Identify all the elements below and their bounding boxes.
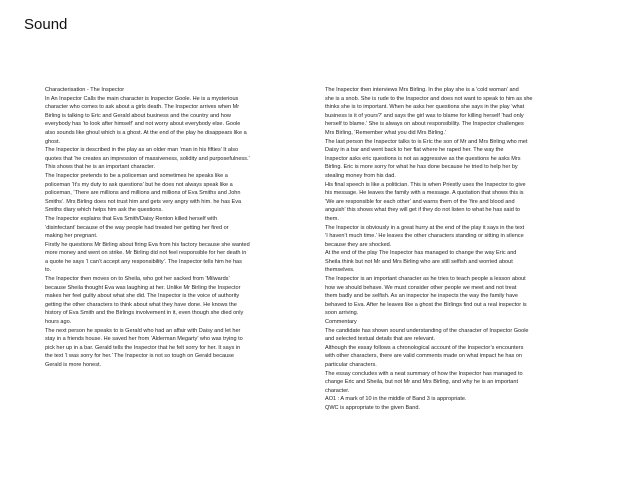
- text-line: everybody has ‘to look after himself’ and not worry about everybody else. Goole: [45, 121, 241, 128]
- text-line: QWC is appropriate to the given Band.: [325, 404, 420, 411]
- text-line: character.: [325, 387, 350, 394]
- text-line: to.: [45, 267, 52, 274]
- text-line: Smiths diary which helps him ask the questions.: [45, 207, 163, 214]
- text-line: Birling. Eric is more sorry for what he has done because he tried to help her by: [325, 164, 518, 171]
- text-line: anguish’ this shows what they will get if they do not listen to what he has said to: [325, 207, 520, 214]
- text-line: more money and went on strike. Mr Birling did not feel responsible for her death in: [45, 250, 247, 257]
- text-line: Commentary: [325, 319, 357, 326]
- text-line: The candidate has shown sound understanding of the character of Inspector Goole: [325, 327, 529, 334]
- text-line: makes her feel guilty about what she did. The Inspector is the voice of authority: [45, 293, 240, 300]
- text-line: The Inspector then moves on to Sheila, who got her sacked from ‘Milwards’: [45, 276, 230, 283]
- slide-title: Sound: [24, 16, 68, 33]
- text-line: Daisy in a bar and went back to her flat where he raped her. The way the: [325, 147, 504, 154]
- left-text-column: [45, 86, 307, 370]
- text-line: policeman ‘It’s my duty to ask questions’ but he does not always speak like a: [45, 181, 233, 188]
- text-line: behaved to Eva. After he leaves like a ghost the Birlings find out a real inspector is: [325, 301, 527, 308]
- text-line: Birling is talking to Eric and Gerald about business and the country and how: [45, 112, 231, 119]
- text-line: also sounds like ghoul which is a ghost. At the end of the play he disappears like a: [45, 129, 247, 136]
- text-line: thinks she is to important. When he asks her questions she says in the play ‘what: [325, 104, 525, 111]
- text-line: ghost.: [45, 138, 61, 145]
- text-line: them badly and be selfish. As an inspector he inspects the way the family have: [325, 293, 519, 300]
- text-line: policeman, ‘There are millions and millions and millions of Eva Smiths and John: [45, 190, 241, 197]
- text-line: AO1 : A mark of 10 in the middle of Band 3 is appropriate.: [325, 396, 467, 403]
- text-line: history of Eva Smith and the Birlings involvement in it, even though she died only: [45, 310, 244, 317]
- text-line: particular characters.: [325, 362, 377, 368]
- text-line: getting the other characters to think about what they have done. He knows the: [45, 301, 237, 308]
- text-line: Firstly he questions Mr Birling about firing Eva from his factory because she wanted: [45, 241, 250, 248]
- text-line: Characterisation - The Inspector: [45, 87, 125, 93]
- text-line: The next person he speaks to is Gerald who had an affair with Daisy and let her: [45, 327, 241, 334]
- text-line: At the end of the play The Inspector has managed to change the way Eric and: [325, 250, 517, 257]
- text-line: stay in a friends house. He saved her from ‘Alderman Megarty’ who was trying to: [45, 336, 243, 343]
- text-line: The essay concludes with a neat summary of how the Inspector has managed to: [325, 370, 523, 377]
- text-line: and selected textual details that are relevant.: [325, 336, 436, 343]
- text-line: how we should behave. We must consider other people we meet and not treat: [325, 284, 517, 291]
- text-line: them.: [325, 215, 339, 222]
- text-line: The Inspector is an important character as he tries to teach people a lesson about: [325, 276, 526, 283]
- text-line: she is a snob. She is rude to the Inspector and does not want to speak to him as she: [325, 95, 533, 102]
- text-line: change Eric and Sheila, but not Mr and Mrs Birling, and why he is an important: [325, 379, 519, 386]
- text-line: The Inspector then interviews Mrs Birling. In the play she is a ‘cold woman’ and: [325, 87, 519, 93]
- text-line: his message. He leaves the family with a message. A quotation that shows this is: [325, 190, 524, 197]
- text-line: Gerald is more honest.: [45, 362, 102, 368]
- text-line: Inspector asks eric questions is not as aggressive as the questions he asks Mrs: [325, 155, 521, 162]
- text-line: His final speech is like a politician. This is when Priestly uses the Inspector to give: [325, 181, 526, 188]
- text-line: because Sheila thought Eva was laughing at her. Unlike Mr Birling the Inspector: [45, 284, 241, 291]
- text-line: with other characters, there are valid comments made on what impact he has on: [325, 353, 523, 360]
- text-line: ‘disinfectant’ because of the way people had treated her getting her fired or: [45, 224, 229, 231]
- text-line: Although the essay follows a chronological account of the Inspector’s encounters: [325, 344, 524, 351]
- text-line: making her pregnant.: [45, 233, 98, 240]
- text-line: The Inspector is described in the play as an older man ‘man in his fifties’ It also: [45, 147, 239, 154]
- text-line: The Inspector pretends to be a policeman and sometimes he speaks like a: [45, 172, 228, 179]
- text-line: ‘We are responsible for each other’ and warns them of the ‘fire and blood and: [325, 198, 515, 205]
- text-line: themselves.: [325, 267, 355, 274]
- text-line: The Inspector explains that Eva Smith/Daisy Renton killed herself with: [45, 215, 218, 222]
- text-line: a quote he says ‘I can’t accept any responsibility’. The Inspector tells him he has: [45, 258, 242, 265]
- text-line: soon arriving.: [325, 310, 359, 317]
- right-text-column: [325, 86, 593, 413]
- text-line: stealing money from his dad.: [325, 172, 396, 179]
- text-line: The last person the Inspector talks to is Eric the son of Mr and Mrs Birling who met: [325, 138, 528, 145]
- text-line: Mrs Birling, ‘Remember what you did Mrs Birling.’: [325, 129, 447, 136]
- text-line: hours ago.: [45, 319, 72, 326]
- text-line: because they are shocked.: [325, 241, 392, 248]
- text-line: business is it of yours?’ and says the girl was to blame for killing herself ‘had only: [325, 112, 524, 119]
- text-line: character who comes to ask about a girls death. The Inspector arrives when Mr: [45, 104, 240, 111]
- text-line: ‘I haven’t much time.’ He leaves the other characters standing or sitting in silence: [325, 233, 524, 240]
- text-line: pick her up in a bar. Gerald tells the Inspector that he felt sorry for her. It says in: [45, 344, 241, 351]
- text-line: quotes that ‘he creates an impression of massiveness, solidity and purposefulness.’: [45, 155, 250, 162]
- text-line: Sheila think but not Mr and Mrs Birling who are still selfish and worried about: [325, 258, 513, 265]
- text-line: In An Inspector Calls the main character is Inspector Goole. He is a mysterious: [45, 95, 239, 102]
- text-line: This shows that he is an important character.: [45, 164, 156, 171]
- text-line: herself to blame.’ She is always on about responsibility. The Inspector challenges: [325, 121, 524, 128]
- text-line: The Inspector is obviously in a great hurry at the end of the play it says in the text: [325, 224, 525, 231]
- text-line: the text ‘I was sorry for her.’ The Inspector is not so tough on Gerald because: [45, 353, 235, 360]
- text-line: Smiths’. Mrs Birling does not trust him and gets very angry with him. he has Eva: [45, 198, 242, 205]
